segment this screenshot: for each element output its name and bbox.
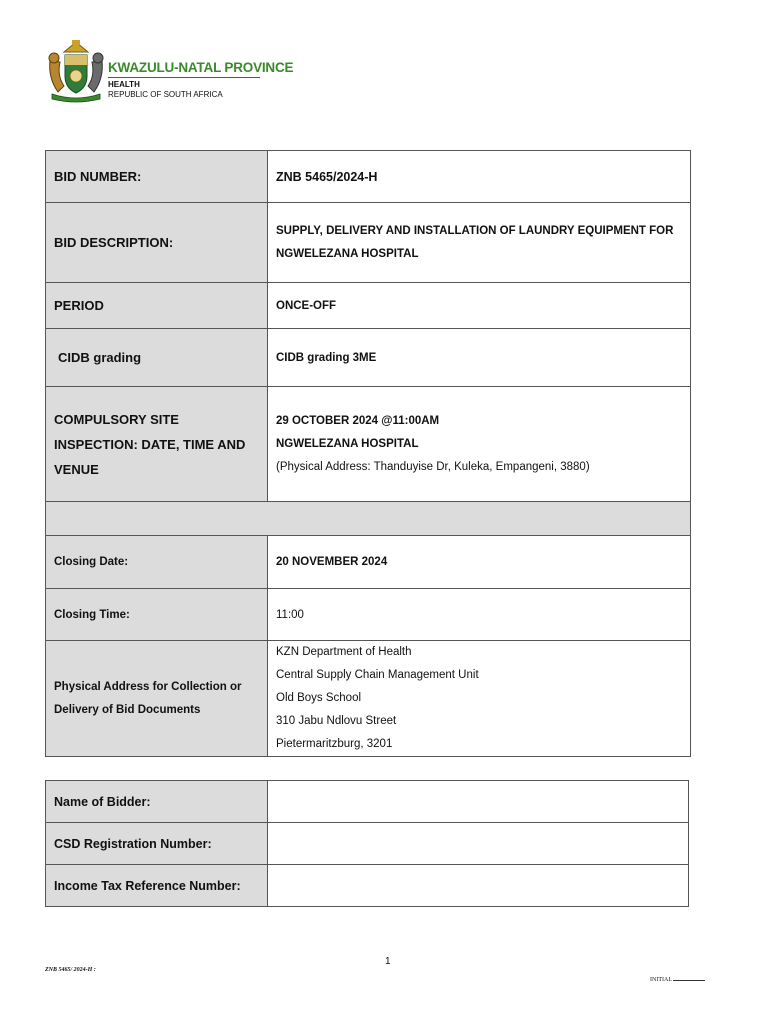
csd-registration-field[interactable]	[268, 823, 689, 865]
closing-time-row	[46, 589, 691, 641]
period-row	[46, 283, 691, 329]
period-value: ONCE-OFF	[268, 283, 691, 329]
initial-signature-line	[673, 980, 705, 981]
bidder-details-table	[45, 780, 689, 907]
site-inspection-label-line-3: VENUE	[54, 461, 99, 477]
department-branding	[108, 60, 293, 100]
csd-registration-row	[46, 823, 689, 865]
site-inspection-date: 29 OCTOBER 2024 @11:00AM	[276, 414, 440, 427]
blank-separator-cell	[46, 502, 691, 536]
site-inspection-address: (Physical Address: Thanduyise Dr, Kuleka, Empangeni, 3880)	[276, 460, 590, 473]
bid-description-row	[46, 203, 691, 283]
closing-time-label: Closing Time:	[46, 589, 268, 641]
income-tax-field[interactable]	[268, 865, 689, 907]
bid-description-value	[268, 203, 691, 283]
province-name: KWAZULU-NATAL PROVINCE	[108, 60, 294, 75]
address-value	[268, 641, 691, 757]
bidder-name-field[interactable]	[268, 781, 689, 823]
period-label: PERIOD	[46, 283, 268, 329]
footer-initial	[650, 977, 705, 983]
address-line: Central Supply Chain Management Unit	[276, 669, 479, 681]
income-tax-label: Income Tax Reference Number:	[46, 865, 268, 907]
site-inspection-label	[46, 387, 268, 502]
address-line: KZN Department of Health	[276, 646, 412, 658]
bidder-name-label: Name of Bidder:	[46, 781, 268, 823]
bid-description-line-2: NGWELEZANA HOSPITAL	[276, 247, 419, 260]
address-row	[46, 641, 691, 757]
bidder-name-row	[46, 781, 689, 823]
cidb-label: CIDB grading	[46, 329, 268, 387]
address-line: 310 Jabu Ndlovu Street	[276, 715, 397, 727]
branding-divider	[108, 77, 260, 78]
closing-date-label: Closing Date:	[46, 536, 268, 589]
blank-separator-row	[46, 502, 691, 536]
footer-doc-reference: ZNB 5465/ 2024-H :	[45, 967, 96, 973]
closing-time-value: 11:00	[268, 589, 691, 641]
bid-description-line-1: SUPPLY, DELIVERY AND INSTALLATION OF LAUNDRY EQUIPMENT FOR	[276, 224, 674, 237]
closing-date-row	[46, 536, 691, 589]
site-inspection-row	[46, 387, 691, 502]
coat-of-arms-logo	[44, 38, 108, 104]
cidb-row	[46, 329, 691, 387]
address-label-line-2: Delivery of Bid Documents	[54, 703, 201, 716]
site-inspection-venue: NGWELEZANA HOSPITAL	[276, 437, 419, 450]
address-line: Pietermaritzburg, 3201	[276, 738, 393, 750]
closing-date-value: 20 NOVEMBER 2024	[268, 536, 691, 589]
site-inspection-value	[268, 387, 691, 502]
cidb-value: CIDB grading 3ME	[268, 329, 691, 387]
site-inspection-label-line-1: COMPULSORY SITE	[54, 411, 179, 427]
bid-number-row	[46, 151, 691, 203]
address-label	[46, 641, 268, 757]
bid-number-label: BID NUMBER:	[46, 151, 268, 203]
address-label-line-1: Physical Address for Collection or	[54, 680, 242, 693]
site-inspection-label-line-2: INSPECTION: DATE, TIME AND	[54, 436, 246, 452]
initial-label: INITIAL	[650, 977, 672, 983]
csd-registration-label: CSD Registration Number:	[46, 823, 268, 865]
bid-details-table	[45, 150, 691, 757]
country-name: REPUBLIC OF SOUTH AFRICA	[108, 90, 223, 99]
bid-description-label: BID DESCRIPTION:	[46, 203, 268, 283]
address-line: Old Boys School	[276, 692, 362, 704]
department-name: HEALTH	[108, 80, 140, 89]
bid-number-value: ZNB 5465/2024-H	[268, 151, 691, 203]
income-tax-row	[46, 865, 689, 907]
page-number: 1	[385, 956, 391, 967]
